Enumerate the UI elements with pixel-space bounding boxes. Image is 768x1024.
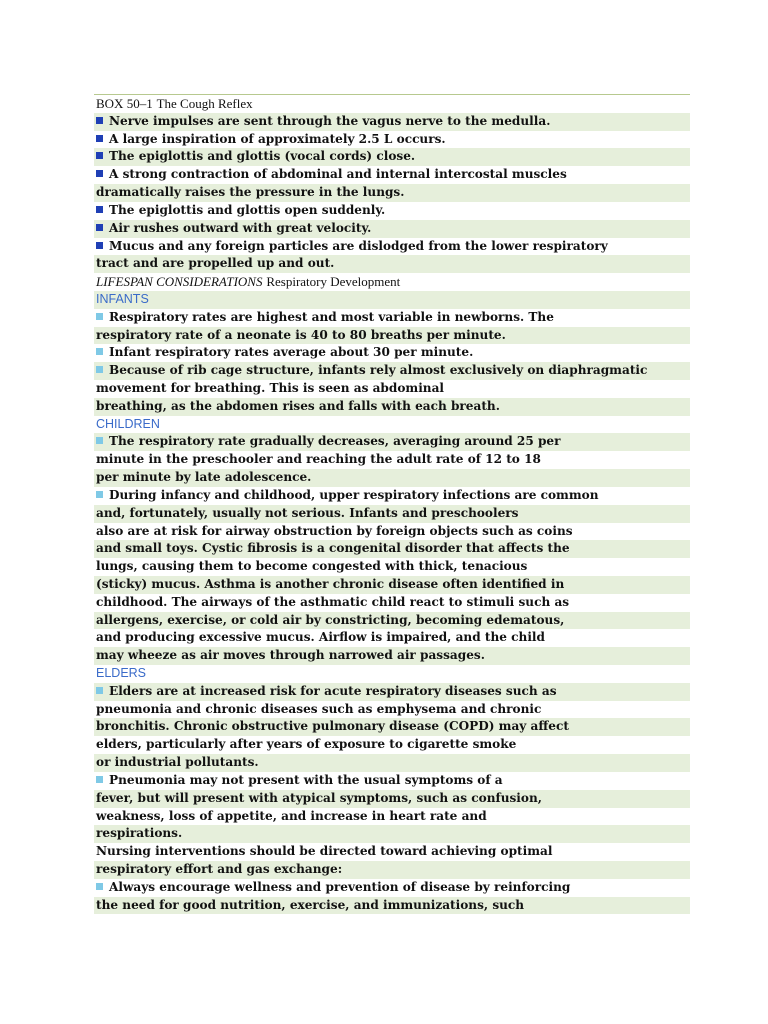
list-item-continued [94, 718, 690, 736]
line-text: lungs, causing them to become congested with thick, tenacious [96, 559, 528, 574]
list-item-continued [94, 398, 690, 416]
line-text: Always encourage wellness and prevention of disease by reinforcing [109, 879, 571, 894]
line-text: bronchitis. Chronic obstructive pulmonary disease (COPD) may affect [96, 719, 569, 734]
list-item-continued [94, 327, 690, 345]
line-text: During infancy and childhood, upper respiratory infections are common [109, 487, 599, 502]
list-item-continued [94, 184, 690, 202]
line-text: The respiratory rate gradually decreases, averaging around 25 per [109, 434, 561, 449]
section-heading-infants: INFANTS [94, 291, 690, 309]
line-text: breathing, as the abdomen rises and falls with each breath. [96, 398, 500, 413]
list-item-continued [94, 451, 690, 469]
list-item-continued [94, 808, 690, 826]
bullet-icon [96, 224, 103, 231]
line-text: and small toys. Cystic fibrosis is a congenital disorder that affects the [96, 541, 570, 556]
list-item-continued [94, 612, 690, 630]
line-text: weakness, loss of appetite, and increase in heart rate and [96, 808, 487, 823]
bullet-icon [96, 170, 103, 177]
box-label: BOX 50–1 [96, 96, 153, 111]
line-text: Nursing interventions should be directed toward achieving optimal [96, 844, 553, 859]
section-heading-elders: ELDERS [96, 666, 147, 680]
line-text: A large inspiration of approximately 2.5 L occurs. [109, 131, 446, 146]
list-item-continued [94, 558, 690, 576]
bullet-icon [96, 687, 103, 694]
list-item [94, 166, 690, 184]
line-text: (sticky) mucus. Asthma is another chronic disease often identified in [96, 576, 565, 591]
line-text: per minute by late adolescence. [96, 470, 312, 485]
document-sheet [94, 94, 690, 914]
list-item-continued [94, 790, 690, 808]
list-item-continued [94, 505, 690, 523]
paragraph-line [94, 843, 690, 861]
list-item-continued [94, 897, 690, 915]
line-text: Because of rib cage structure, infants rely almost exclusively on diaphragmatic [109, 363, 648, 378]
bullet-icon [96, 437, 103, 444]
line-text: childhood. The airways of the asthmatic child react to stimuli such as [96, 594, 570, 609]
line-text: Mucus and any foreign particles are dislodged from the lower respiratory [109, 238, 608, 253]
line-text: tract and are propelled up and out. [96, 256, 335, 271]
line-text: Respiratory rates are highest and most variable in newborns. The [109, 309, 554, 324]
bullet-icon [96, 883, 103, 890]
list-item [94, 879, 690, 897]
box-title: The Cough Reflex [156, 96, 253, 111]
line-text: respiratory rate of a neonate is 40 to 80 breaths per minute. [96, 327, 506, 342]
line-text: and, fortunately, usually not serious. Infants and preschoolers [96, 505, 519, 520]
list-item [94, 433, 690, 451]
line-text: and producing excessive mucus. Airflow is impaired, and the child [96, 630, 545, 645]
list-item-continued [94, 255, 690, 273]
line-text: Pneumonia may not present with the usual symptoms of a [109, 772, 503, 787]
line-text: or industrial pollutants. [96, 755, 259, 770]
line-text: minute in the preschooler and reaching the adult rate of 12 to 18 [96, 452, 541, 467]
list-item-continued [94, 380, 690, 398]
list-item [94, 309, 690, 327]
line-text: fever, but will present with atypical symptoms, such as confusion, [96, 790, 542, 805]
bullet-icon [96, 366, 103, 373]
list-item [94, 683, 690, 701]
line-text: dramatically raises the pressure in the lungs. [96, 185, 405, 200]
line-text: movement for breathing. This is seen as abdominal [96, 381, 445, 395]
line-text: Nerve impulses are sent through the vagus nerve to the medulla. [109, 113, 551, 128]
list-item-continued [94, 825, 690, 843]
list-item [94, 344, 690, 362]
line-text: respiratory effort and gas exchange: [96, 861, 343, 876]
list-item [94, 362, 690, 380]
bullet-icon [96, 348, 103, 355]
list-item-continued [94, 701, 690, 719]
bullet-icon [96, 491, 103, 498]
list-item [94, 220, 690, 238]
list-item [94, 131, 690, 149]
bullet-icon [96, 206, 103, 213]
line-text: respirations. [96, 826, 183, 841]
list-item-continued [94, 647, 690, 665]
line-text: The epiglottis and glottis open suddenly. [109, 202, 386, 217]
list-item-continued [94, 594, 690, 612]
bullet-icon [96, 313, 103, 320]
lifespan-title-row [94, 273, 690, 291]
lifespan-title: Respiratory Development [266, 274, 401, 290]
line-text: allergens, exercise, or cold air by constricting, becoming edematous, [96, 612, 565, 627]
lifespan-label: LIFESPAN CONSIDERATIONS [96, 274, 263, 290]
bullet-icon [96, 152, 103, 159]
line-text: may wheeze as air moves through narrowed air passages. [96, 648, 485, 663]
line-text: the need for good nutrition, exercise, and immunizations, such [96, 897, 525, 912]
line-text: A strong contraction of abdominal and internal intercostal muscles [109, 167, 567, 182]
list-item-continued [94, 736, 690, 754]
list-item-continued [94, 523, 690, 541]
line-text: Elders are at increased risk for acute respiratory diseases such as [109, 683, 557, 698]
list-item [94, 772, 690, 790]
bullet-icon [96, 776, 103, 783]
list-item [94, 487, 690, 505]
bullet-icon [96, 117, 103, 124]
section-heading-children: CHILDREN [96, 416, 160, 431]
list-item [94, 238, 690, 256]
line-text: Infant respiratory rates average about 30 per minute. [109, 345, 474, 360]
list-item [94, 113, 690, 131]
line-text: elders, particularly after years of exposure to cigarette smoke [96, 737, 517, 752]
list-item-continued [94, 469, 690, 487]
paragraph-line [94, 861, 690, 879]
bullet-icon [96, 242, 103, 249]
list-item-continued [94, 629, 690, 647]
line-text: pneumonia and chronic diseases such as emphysema and chronic [96, 701, 542, 716]
box-title-row [94, 95, 690, 113]
list-item-continued [94, 540, 690, 558]
bullet-icon [96, 135, 103, 142]
line-text: The epiglottis and glottis (vocal cords) close. [109, 149, 416, 164]
line-text: also are at risk for airway obstruction by foreign objects such as coins [96, 523, 573, 538]
list-item-continued [94, 576, 690, 594]
line-text: Air rushes outward with great velocity. [109, 220, 372, 235]
list-item [94, 148, 690, 166]
list-item-continued [94, 754, 690, 772]
list-item [94, 202, 690, 220]
